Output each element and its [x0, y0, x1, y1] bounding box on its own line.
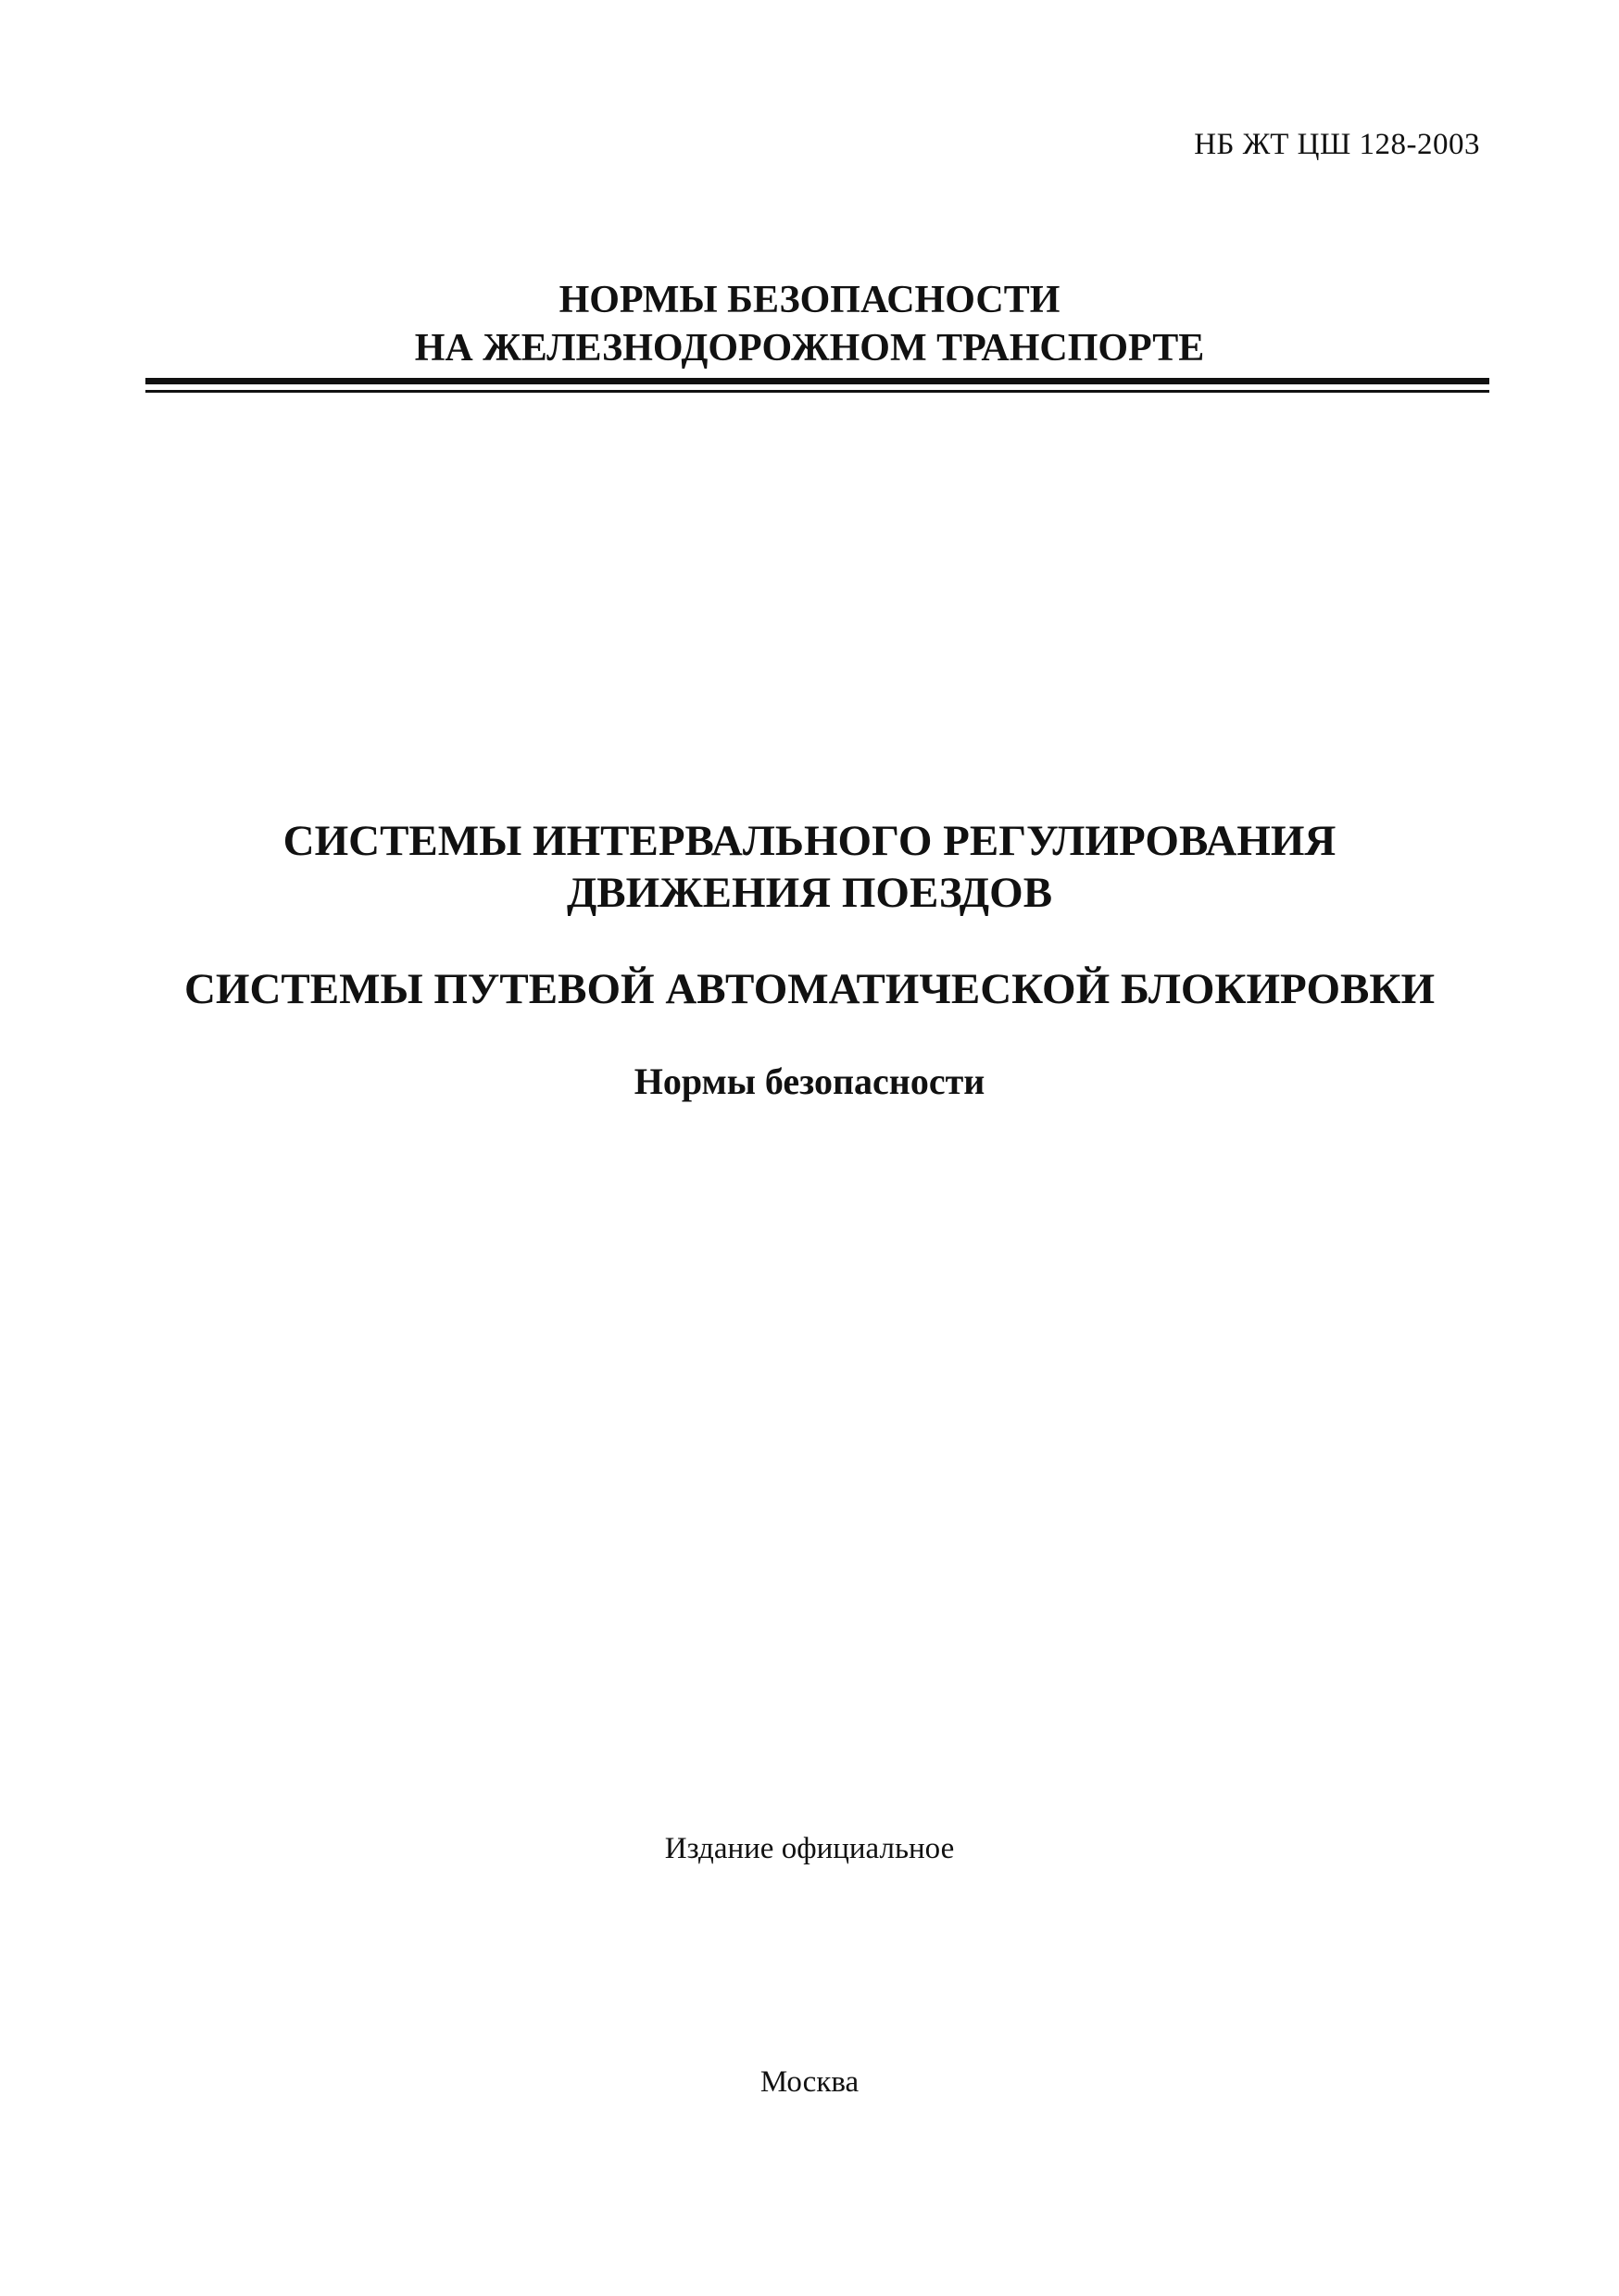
publication-city: Москва [759, 2065, 860, 2099]
document-code: НБ ЖТ ЦШ 128-2003 [1194, 128, 1480, 161]
document-title-line-1: СИСТЕМЫ ИНТЕРВАЛЬНОГО РЕГУЛИРОВАНИЯ [282, 817, 1337, 865]
header-rule-thin [145, 390, 1489, 393]
header-rule-thick [145, 378, 1489, 384]
document-kind: Нормы безопасности [634, 1060, 985, 1102]
document-subtitle: СИСТЕМЫ ПУТЕВОЙ АВТОМАТИЧЕСКОЙ БЛОКИРОВКИ [183, 965, 1436, 1013]
series-title-line-1: НОРМЫ БЕЗОПАСНОСТИ [558, 279, 1061, 321]
document-title [0, 815, 1619, 919]
series-title-line-2: НА ЖЕЛЕЗНОДОРОЖНОМ ТРАНСПОРТЕ [414, 327, 1205, 370]
document-title-line-2: ДВИЖЕНИЯ ПОЕЗДОВ [566, 869, 1053, 917]
series-title [0, 276, 1619, 372]
edition-note: Издание официальное [664, 1832, 955, 1865]
